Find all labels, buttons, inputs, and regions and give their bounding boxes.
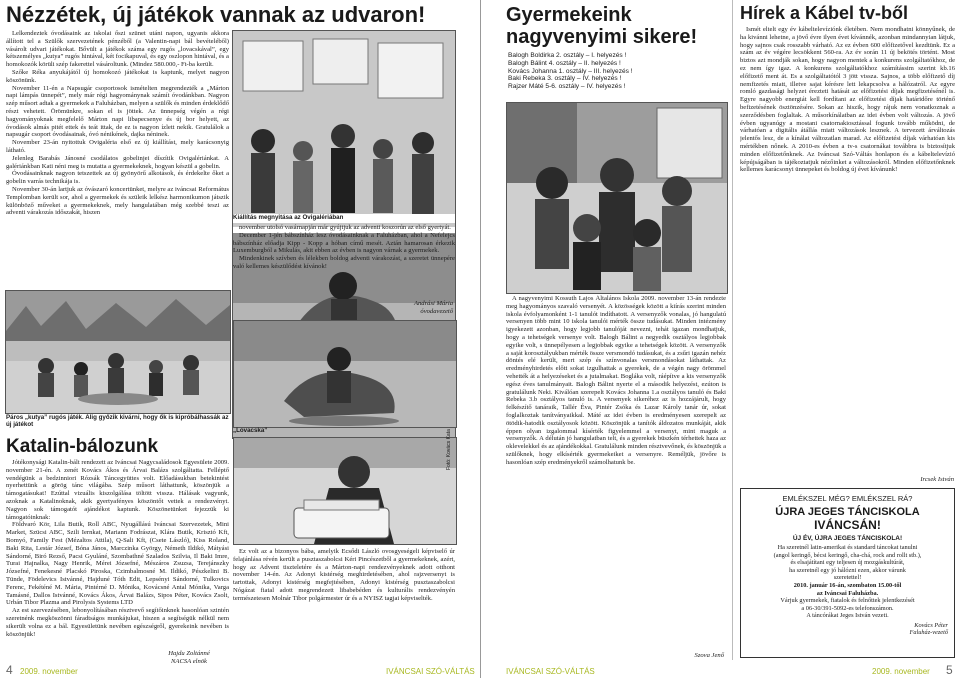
paragraph: Lelkendeztek óvodásaink az iskolai őszi szünet utáni napon, ugyanis akkora állított tel a Szülők szervezetének pénzéből (a Valentin-napi bál bevételéből) vásárolt udvari játékokat. Bővült a játékok száma egy rugós „lovacskával”, egy kétszemélyes „kutya” rugós hintával, két focikapuval, és egy oszlopon hintával, és a homokozók körüli szép fakerettel vásároltunk. (Mindez 580.000,- Ft-ba került. [6,30,229,69]
photo-credit: Fotó: Kovács Kata [446,429,452,470]
ad-line1: EMLÉKSZEL MÉG? EMLÉKSZEL RÁ? [782,494,913,503]
gyermekeink-signature: Szova Jenő [694,652,724,659]
result-item: Baki Rebeka 3. osztály – IV. helyezés ! [508,75,622,83]
page-divider [480,0,481,678]
ad-text: (angol keringő, bécsi keringő, cha-chá, rock and rollt stb.), [773,551,922,559]
paragraph: Óvodásainknak nagyon tetszettek az új gyönyörű alkotások, és érdekelte őket a gobelin varrás technikája is. [6,170,229,186]
cake-photo [233,437,457,545]
signature-name: Hajdu Zoltánné [168,650,210,657]
children-classroom-photo [506,102,728,294]
ad-place: az Iváncsai Faluházba. [816,589,879,597]
ad-time: 2010. január 16-án, szombaton 15.00-től [793,581,902,589]
gyermekeink-title: Gyermekeink nagyvenyimi sikere! [506,4,698,48]
middle-signature [233,300,453,318]
result-item: Rajzer Máté 5-6. osztály – IV. helyezés ! [508,83,626,91]
signature-role: NACSA elnök [171,657,207,665]
paragraph: Szőke Réka anyukájától új homokozó játékokat is kaptunk, melyet nagyon köszönünk. [6,68,229,84]
playground-photo [5,290,231,414]
paragraph: November 30-án lartjuk az óvászaró koncertünket, melyre az iváncsai Református Templomban került sor, ahol a gyermekek és szüleik lelkész harmonikumon játszik különböző műveket a gyermekeknek, mely hangulatában még szebbé teszi az adventi várakozás időszakát, hiszen [6,185,229,217]
left-footer-publication: IVÁNCSAI SZÓ-VÁLTÁS [386,667,475,676]
paragraph: A nagyvenyimi Kossuth Lajos Általános Iskola 2009. november 13-án rendezte meg hagyományos szavaló versenyét. A közösségek között a kiírás szerint minden iskola évfolyamonként 1-1 tanulót indíthatott. A versenyzők vonalas, jó hangulatú versenyen több mint 10 iskola tanulói mérték össze tudásukat. Minden intézmény igyekezett azonban, hogy legjobb tanulóját nevezni, tehát igazan mondhatjuk, hogy a tehetségek versenye volt. Balogh Bálint a negyedik osztályos legjobbak egyike volt, s ünnepélyesen a legjobbak egyike a tehetségek között. A versenyzők a saját korosztályukban mérték össze versmondó tudásukat, és a zsűri igazán nehéz döntés elé került, mert szép és színvonalas versmondásokat láthattak. Az eredményhirdetés előtt sokat izgulhattak a gyerekek, de a végén nagy örömmel vehették át a helyezéseket és a jutalmakat. Bogláka volt, ráépítve a kis versenyzők egész éves tanulmányait. Balogh Bálint nyerte el a második helyezést, ezúton is gratulálunk Neki. Kiválóan szerepelt Kovács Johanna 1.a osztályos tanuló és Baki Rebeka 3.b osztályos tanuló is. A versenyek sikeréhez az is hozzájárult, hogy felkészítő tanáraik, Tallér Éva, Pintér Zsóka és Lazar Károly tanár úr, sokat foglalkoztak tanítványaikkal. Máté az idei évben is eredményesen szerepelt az ötödik-hatodik osztályosok között. Köszönjük a tanítók áldozatos munkáját, akik éppen olyan izgalommal kísérték figyelemmel a versenyt, mint maguk a versenyzők. A délután jó hangulatban telt, és a gyerekek büszkén térhettek haza az oklevelekkel és az ajándékokkal. Gratulálunk minden résztvevőnek, és köszönjük a szülőknek, hogy elkísérték gyermekeiket a versenyre. Reméljük, jövőre is hasonlóan szép eredményekről számolhatunk be. [506,295,726,466]
rocking-horse-caption: „Lovacska” [233,427,268,434]
paragraph: Jótékonysági Katalin-bált rendezett az Iváncsai Nagycsaládosok Egyesülete 2009. november 21-én. A zenét Kovács Ákos és Árvai Balázs szolgáltatta. Felléptő vendégünk a bedzinniori Rózsák Táncegyüttes volt. Előadásukban betekintést nyerhettünk a görög tánc világába. Szép műsort láthattunk, köszönjük a támogatásukat! Ezúttal vizuális kiszolgálása töltött vissza. Hálásak vagyunk, azoknak a Katalinoknak, akik gyertyafényes köszöntőt vettek a rendezvényt. Nagyon sok támogatót ajándékot kaptunk. Köszönetünket fejezzük ki támogatóinknak: [6,459,229,521]
gyermekeink-body [506,295,726,653]
left-article-title: Nézzétek, új játékok vannak az udvaron! [6,2,426,27]
ad-text: szeretettel! [833,574,862,582]
middle-body-bottom [233,548,455,652]
middle-body-top [233,224,455,300]
ad-text: A táncórákat Jeges István vezeti. [806,612,889,620]
dance-school-ad [740,488,955,658]
ad-text: a 06-30/391-5092-es telefonszámon. [801,604,894,612]
paragraph: Mindenkinek szívben és lélekben boldog adventi várakozást, a szeretet ünnepére való kellemes készülődést kívánok! [233,255,455,270]
ad-line4: ÚJ ÉV, ÚJRA JEGES TÁNCISKOLA! [792,535,903,542]
paragraph: Ez volt az a bizonyos bába, amelyik Ecsődi László ovosgyeségeli képviselő úr felajánlása révén került a pusztaszabolcsi Kéri Pincészetből a gyermekeknek, azért, hogy az Advent tiszteletére és a Márton-napi rendezvényeknek adott otthont november 14-én. Az Adonyi kistérség meghirdetésében, ahol rajzversenyt is tartottak, Adonyi kistérség megfejtésében, Adonyi kistérség pusztaszabolcsi Nógázat fiatal adott megrendezett libabebéden és kulturális rendezvényén természetesen Molnár Tibor polgármester úr és a NYISZ tagjai képviselték. [233,548,455,602]
katalin-body [6,459,229,651]
paragraph: Földvaró Kör, Lila Butik, Roll ABC, Nyugállású Iváncsai Szervezetek, Mini Market, Szücsi ABC, Szili Iernkat, Mariann Fodrászat, Klára Butik, Krisztó Kft, Bomyó, Family Fest (Mézaltos Attila), Q-Sali Kft, (Csete László), Kiss Roland, Baki Rita, Lestár József, Bóna János, Marczinka György, Németh Ildikó, Mátyási Sándorné, Biró Rezső, Pacsi Gyuláné, Szombathné Szalados Szilvia, Il Baki Imre, Turai Hajnalka, Nagy Henrik, Mérei Józsefné, Mészáros Zsuzsa, Terejánszky Józsefné, Fenekesné Placskó Piroska, Czimbalmosné M. Ildikó, Pészkelini B. Tünde, Födelevics Istvánné, Hajduné Tóth Edit, Lepsényi Sándorné, Tulkovics Ferenc, Fekéténé M. Mária, Pintérné D. Mónika, Kovácsné Antal Mónika, Varga Tamásné, Dallos Istvánné, Kovács Ákos, Árvai Balázs, Sipos Péter, Kovács Zsolt, Urbán Tibor Plazma and Pirolysis Systems LTD [6,521,229,607]
ad-signature-role: Faluház-vezető [909,629,948,637]
exhibition-caption: Kiállítás megnyitása az Ovigalériában [233,214,455,223]
result-item: Balogh Bálint 4. osztály – II. helyezés ! [508,59,621,67]
playground-caption: Páros „kutya” rugós játék. Alig győzik kivárni, hogy ők is kipróbálhassák az új játékot [6,414,229,429]
ad-line3: IVÁNCSÁN! [814,518,881,532]
paragraph: November 11-én a Napsugár csoportosok ismételten megrendezték a „Márton napi lámpás ünnepét”, mely már régi hagyománynak számít óvodánkban. Nagyon szép műsort adtak a gyermekek a Faluházban, melyen a szülők és minden érdeklődő részt vehetett. Örömünkre, sokan el is jöttek. Az ünnepség végén a régi hagyományoknak megfelelő Márton napi libapecsenye és új bor helyett, az óvodások almás pitét ettek és teát ittak, de ez is nagyon ízlett nekik. Gratulálok a napsugár csoport óvodásainak, óvó nénikének, dajka néninek. [6,84,229,139]
katalin-title: Katalin-bálozunk [6,436,159,457]
ad-text: Várjuk gyermekek, fiatalok és felnőttek jelentkezését [780,597,915,605]
left-article-body [6,30,229,290]
results-list [508,52,708,98]
kabel-signature: Ircsek István [920,476,954,483]
ad-line2: ÚJRA JEGES TÁNCISKOLA [775,506,920,518]
paragraph: Jelenleg Barabás Jánosné csodálatos gobelinjei díszítik Ovigalériánkat. A galériánkban Kati néni meg is mutatta a gyermekeknek, hogyan készül a gobelin. [6,154,229,170]
right-footer-date: 2009. november [872,667,930,676]
left-footer-date: 2009. november [20,667,78,676]
right-page-number: 5 [946,663,953,677]
paragraph: Ismét eltelt egy év kábeltelevíziónk életében. Nem mondhatni könnyűnek, de ha kivánni lehetne, a jövő évre ilyen évet kívánnék, azonban mindannyian látjuk, hogy sajnos csak rosszabb várható. Az ez évben 600 előfizetővel kezdtünk. Ez a szám az év végére lecsökkent 560-ra. Az év során 11 új bekötés történt. Most biztos azt mondják sokan, hogy nagyon mentek a konkurens szolgáltatókhoz, de ez nem így igaz. A konkurens szolgáltatókhoz számítássim szerint kb.16 előfizető ment át. Es a szolgáltatótól 3 jött vissza. Sajnos, a több előfizető díj nemfizetés miatt, illetve sajat kérésre lett lekapcsolva a hálózatról. Az egyre romló gazdasági helyzet érezteti hatását az előfizetési díjak megfizetésénél is. Egyre nagyobb energiát kell fordítani az előfizetési díjak határidőre történő befizetésének ösztönzésére. Sokan az hiszik, hogy rájuk nem vonatkoznak a szerződésben foglaltak. A műsorkínálatban az idei évben volt változás. A jövő évben ugyanúgy a mostani csatornakiosztással fogunk tovább működni, de várhatóan a digitális átállás miatt változások lesznek. A tervezett árváltozás jelentős lesz, de a kínálat változatlan marad. Az előfizetési díjak várhatóan kis mértékben nőnek. A 2010-es évben a tv-s csatornákat továbbra is biztosítjuk minden előfizetőnknek. Az Iváncsai Szó-Váltás honlapon és a kábeltelevízió képújságában is tájékoztatjuk nézőinket a változásokról. Minden előfizetőnknek kellemes karácsonyi ünnepeket és boldog új évet kívánunk! [740,26,955,174]
ad-text: ha szeretnél egy jó hálózni ezen, akkor várunk [789,566,906,574]
right-footer-publication: IVÁNCSAI SZÓ-VÁLTÁS [506,667,595,676]
kabel-title: Hírek a Kábel tv-ből [740,3,909,23]
ad-signature-name: Kovács Péter [914,621,948,629]
paragraph: Az est szervezésében, lebonyolításában résztvevő segítőinknek hasonlóan szintén szeretnénk megköszönni fáradtságos munkájukat, hiszen a segítségük nélkül nem sikerült volna ez a bál. Egyesületünk nevében egészségről, gyerekeink nevében is köszönjük! [6,607,229,638]
rocking-horse-photo [233,320,457,428]
ad-text: Ha szeretnél latin-amerikai és standard táncokat tanulni [777,544,918,551]
paragraph: November 23-án nyitottuk Ovigaléria első ez új kiállítást, mely karácsonyig látható. [6,139,229,154]
result-item: Kovács Johanna 1. osztály – III. helyezés ! [508,67,633,75]
ad-text: és elsajátítani egy teljesen új mozgáskultúrát, [790,559,905,567]
katalin-signature [150,650,228,668]
result-item: Balogh Boldirka 2. osztály – I. helyezés ! [508,52,627,59]
column-divider [732,0,733,660]
paragraph: December 1-jén bábszínház lesz óvodásainknak a Faluházban, ahol a Nefelejcs bábszínház előadja Kipp - Kopp a hóban című mesét. Aztán hamarosan érkezik Luxemburgból a Mikulás, akit ebben az évben is nagyon várnak a gyermekek. [233,231,455,255]
paragraph: november utolsó vasárnapján már gyújtjuk az adventi koszorún az első gyertyát. [239,224,451,231]
kabel-body [740,26,955,474]
left-page-number: 4 [6,663,13,677]
signature-name: Andrási Mária [413,300,453,307]
signature-role: óvodavezető [420,307,453,315]
